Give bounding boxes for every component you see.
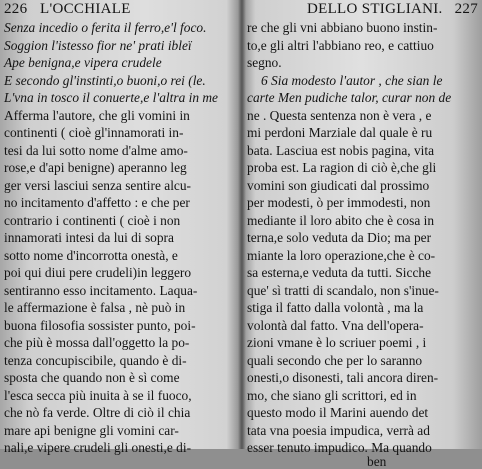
text-line: carte Men pudiche talor, curar non de (247, 90, 452, 105)
text-line: innamorati intesi da lui di sopra (4, 230, 174, 245)
text-line: zioni vmane è lo scriuer poemi , i (247, 335, 427, 350)
left-page (0, 0, 240, 455)
text-line: sotto nome d'incorrotta onestà, e (4, 247, 178, 263)
text-line: proba est. La ragion di ciò è,che gli (247, 160, 437, 175)
text-line: mare api benigne gli vomini car- (4, 422, 179, 438)
text-line: Ape benigna,e vipera crudele (4, 55, 162, 70)
text-line: tata vna poesia impudica, verrà ad (247, 422, 430, 438)
text-line: to,e gli altri l'abbiano reo, e cattiuo (247, 37, 434, 53)
text-line: contrario i continenti ( cioè i non (4, 212, 181, 228)
left-running-title: L'OCCHIALE (40, 1, 131, 17)
text-line: esser tenuto impudico. Ma quando (247, 440, 432, 455)
text-line: que' sì tratti di scandalo, non s'inue- (247, 282, 439, 298)
text-line: ger versi lasciui senza sentire alcu- (4, 177, 192, 193)
right-running-title: DELLO STIGLIANI. (307, 1, 443, 17)
text-line: Senza incedio o ferita il ferro,e'l foco. (4, 20, 207, 35)
text-line: ne . Questa sentenza non è vera , e (247, 107, 432, 123)
text-line: segno. (247, 55, 282, 70)
right-page (243, 0, 482, 469)
text-line: terna,e solo veduta da Dio; ma per (247, 230, 432, 245)
text-line: re che gli vni abbiano buono instin- (247, 20, 438, 35)
text-line: nali,e vipere crudeli gli onesti,e di- (4, 440, 192, 455)
text-line: l'esca secca più inuita à se il fuoco, (4, 387, 192, 403)
text-line: quali secondo che per lo saranno (247, 352, 423, 368)
text-line: volontà dal fatto. Vna dell'opera- (247, 317, 424, 333)
text-line: no incitamento d'affetto : e che per (4, 195, 190, 210)
text-line: onesti,o disonesti, tali ancora diren- (247, 370, 439, 385)
text-line: miante la loro operazione,che è co- (247, 247, 436, 263)
right-page-text (247, 19, 478, 469)
text-line: tesi da lui sotto nome d'alme amo- (4, 142, 188, 158)
text-line: poi qui diui pere crudeli)in leggero (4, 265, 192, 280)
text-line: mo, che siano gli scrittori, ed in (247, 387, 417, 403)
left-page-text (4, 19, 236, 457)
text-line: mediante il loro abito che è cosa in (247, 212, 435, 228)
text-line: sentiranno esso incitamento. Laqua- (4, 282, 198, 298)
text-line: rose,e d'api benigne) aperanno leg (4, 160, 187, 175)
text-line: questo modo il Marini auendo det (247, 405, 429, 420)
right-page-header (249, 0, 478, 18)
text-line: sposta che quando non è sì come (4, 370, 180, 385)
text-line: buona filosofia sossister punto, poi- (4, 317, 196, 333)
text-line: 6 Sia modesto l'autor , che sian le (261, 72, 443, 88)
text-line: Soggion l'istesso fior ne' prati ibleï (4, 37, 192, 53)
text-line: continenti ( cioè gl'innamorati in- (4, 125, 184, 140)
text-line: tenza concupiscibile, quando è di- (4, 352, 187, 368)
right-page-number: 227 (454, 1, 478, 17)
text-line: per modesti, ò per immodesti, non (247, 195, 431, 210)
text-line: stiga il fatto dalla volontà , ma la (247, 300, 424, 315)
text-line: sa esterna,e veduta da tutti. Sicche (247, 265, 432, 280)
text-line: mi perdoni Marziale dal quale è ru (247, 125, 433, 140)
text-line: E secondo gl'instinti,o buoni,o rei (le. (4, 72, 206, 88)
text-line: che nò fa verde. Oltre di ciò il chia (4, 405, 191, 420)
catchword: ben (367, 453, 387, 469)
left-page-header (4, 0, 234, 18)
text-line: che più è mossa dall'oggetto la po- (4, 335, 190, 350)
text-line: Afferma l'autore, che gli vomini in (4, 107, 190, 123)
text-line: le affermazione è falsa , nè può in (4, 300, 186, 315)
left-page-number: 226 (4, 1, 28, 17)
text-line: vomini son giudicati dal prossimo (247, 177, 430, 193)
text-line: bata. Lasciua est nobis pagina, vita (247, 142, 435, 158)
text-line: L'vna in tosco il conuerte,e l'altra in me (4, 90, 218, 105)
